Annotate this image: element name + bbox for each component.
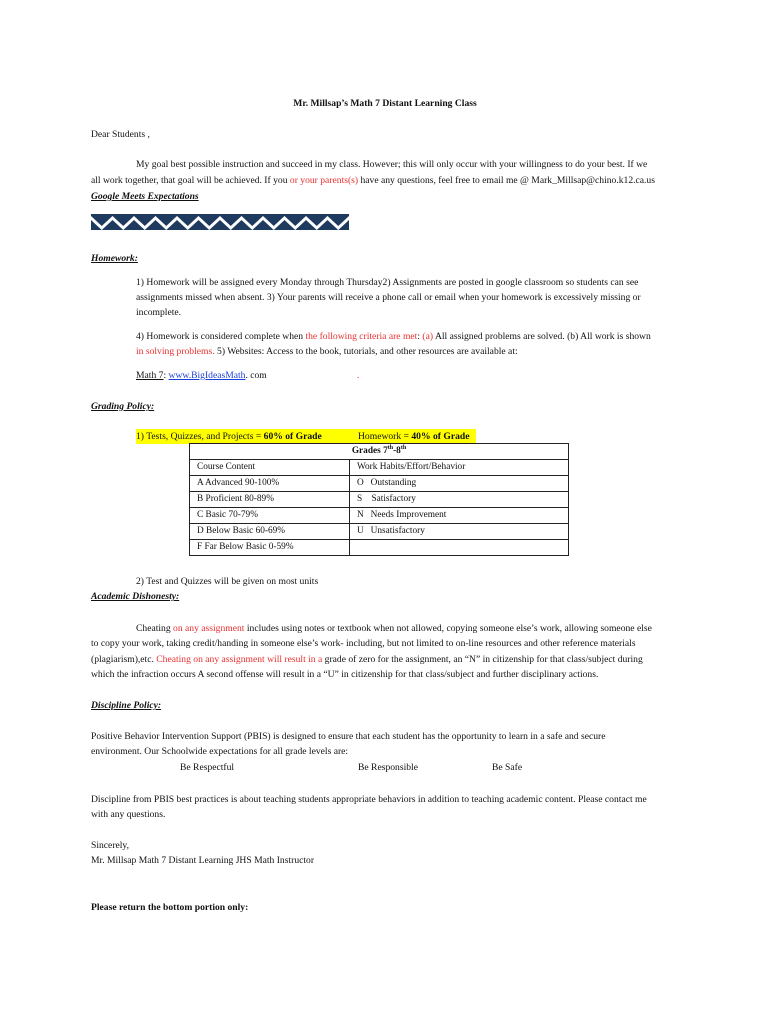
dishonesty-line4: which the infraction occurs A second offense will result in a “U” in citizenship for that class/subject and further disciplinary actions. xyxy=(91,669,599,680)
homework-p1-line2: assignments missed when absent. 3) Your parents will receive a phone call or email when your homework is excessively missing or xyxy=(136,292,641,303)
dishonesty-line3: (plagiarism),etc. Cheating on any assignment will result in a grade of zero for the assignment, an “N” in citizenship for that class/subject during xyxy=(91,654,643,665)
signature: Mr. Millsap Math 7 Distant Learning JHS Math Instructor xyxy=(91,855,315,866)
math7-resource: Math 7: www.BigIdeasMath. com xyxy=(136,370,267,381)
grade-cell: B Proficient 80-89% xyxy=(190,492,350,508)
table-row xyxy=(190,460,569,476)
dishonesty-heading: Academic Dishonesty: xyxy=(91,591,180,602)
homework-heading: Homework: xyxy=(91,253,138,264)
chevron-banner-icon xyxy=(91,214,349,230)
grade-cell: A Advanced 90-100% xyxy=(190,476,350,492)
discipline-p1-line2: environment. Our Schoolwide expectations for all grade levels are: xyxy=(91,746,349,757)
grade-cell: C Basic 70-79% xyxy=(190,508,350,524)
homework-p1-line1: 1) Homework will be assigned every Monday through Thursday2) Assignments are posted in google classroom so students can see xyxy=(136,277,639,288)
grade-cell: S Satisfactory xyxy=(350,492,569,508)
grading-note: 2) Test and Quizzes will be given on most units xyxy=(136,576,319,587)
grade-cell: N Needs Improvement xyxy=(350,508,569,524)
page-title: Mr. Millsap’s Math 7 Distant Learning Class xyxy=(293,98,477,109)
red-dot: . xyxy=(357,370,360,381)
homework-p2-line2: in solving problems. 5) Websites: Access to the book, tutorials, and other resources are available at: xyxy=(136,346,518,357)
grade-cell xyxy=(350,540,569,556)
table-row xyxy=(190,508,569,524)
homework-p1-line3: incomplete. xyxy=(136,307,182,318)
table-row xyxy=(190,524,569,540)
grading-weights: 1) Tests, Quizzes, and Projects = 60% of Grade Homework = 40% of Grade xyxy=(136,429,476,444)
grade-cell: F Far Below Basic 0-59% xyxy=(190,540,350,556)
dishonesty-line1: Cheating on any assignment includes using notes or textbook when not allowed, copying someone else’s work, allowing someone else xyxy=(136,623,652,634)
closing: Sincerely, xyxy=(91,840,130,851)
discipline-p2-line2: with any questions. xyxy=(91,809,166,820)
intro-line-1: My goal best possible instruction and succeed in my class. However; this will only occur with your willingness to do your best. If we xyxy=(136,159,648,170)
discipline-p2-line1: Discipline from PBIS best practices is about teaching students appropriate behaviors in addition to teaching academic content. Please contact me xyxy=(91,794,647,805)
dishonesty-line2: to copy your work, taking credit/handing in someone else’s work- including, but not limited to on-line resources and other reference materials xyxy=(91,638,636,649)
table-row xyxy=(190,492,569,508)
discipline-heading: Discipline Policy: xyxy=(91,700,162,711)
bigideasmath-link[interactable]: www.BigIdeasMath xyxy=(168,370,246,381)
table-row xyxy=(190,444,569,460)
expectation-safe: Be Safe xyxy=(492,762,523,773)
grade-cell: O Outstanding xyxy=(350,476,569,492)
salutation: Dear Students , xyxy=(91,129,150,140)
google-meets-heading: Google Meets Expectations xyxy=(91,191,199,202)
grades-header: Grades 7th-8th xyxy=(190,444,569,460)
expectation-respectful: Be Respectful xyxy=(180,762,235,773)
table-row xyxy=(190,476,569,492)
table-row xyxy=(190,540,569,556)
discipline-p1-line1: Positive Behavior Intervention Support (PBIS) is designed to ensure that each student has the opportunity to learn in a safe and secure xyxy=(91,731,606,742)
footer-instruction: Please return the bottom portion only: xyxy=(91,902,249,913)
intro-line-2: all work together, that goal will be achieved. If you or your parents(s) have any questions, feel free to email me @ Mark_Millsap@chino.k12.ca.us xyxy=(91,175,655,186)
grade-cell: Work Habits/Effort/Behavior xyxy=(350,460,569,476)
grade-cell: Course Content xyxy=(190,460,350,476)
grading-heading: Grading Policy: xyxy=(91,401,155,412)
grade-cell: U Unsatisfactory xyxy=(350,524,569,540)
expectation-responsible: Be Responsible xyxy=(358,762,418,773)
grades-table xyxy=(189,443,569,556)
grade-cell: D Below Basic 60-69% xyxy=(190,524,350,540)
homework-p2-line1: 4) Homework is considered complete when the following criteria are met: (a) All assigned problems are solved. (b) All work is shown xyxy=(136,331,651,342)
